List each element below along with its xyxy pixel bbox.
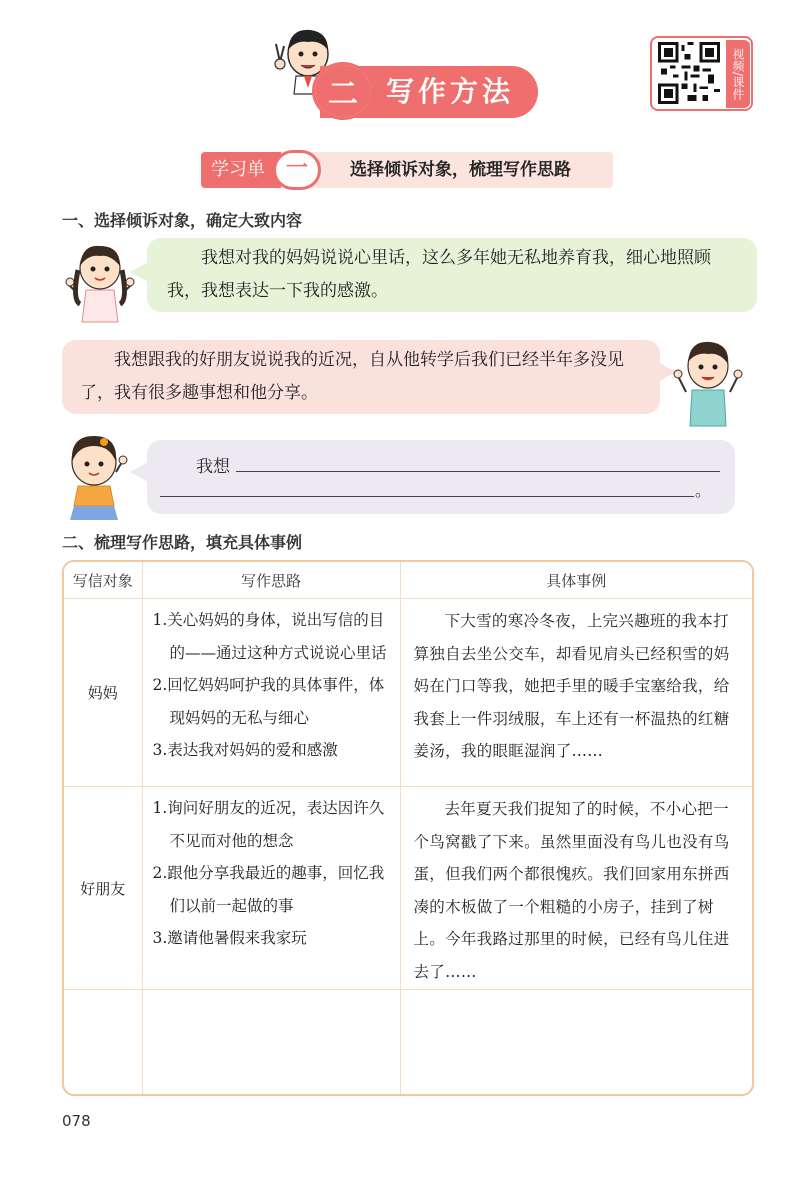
fill-in-line-1[interactable] (236, 471, 720, 472)
fill-in-label: 我想 (196, 457, 230, 477)
idea-item: 2.跟他分享我最近的趣事，回忆我们以前一起做的事 (152, 864, 385, 915)
empty-example-cell[interactable] (400, 990, 752, 1097)
boy-waving-illustration (672, 336, 744, 428)
table-row-empty (64, 990, 752, 1097)
study-sheet-title: 选择倾诉对象，梳理写作思路 (350, 160, 571, 180)
ideas-cell (142, 599, 400, 787)
qr-code-icon[interactable] (658, 42, 720, 104)
column-header-examples: 具体事例 (400, 562, 752, 599)
column-header-target: 写信对象 (64, 562, 142, 599)
speech-bubble-mom: 我想对我的妈妈说说心里话，这么多年她无私地养育我，细心地照顾我，我想表达一下我的感激。 (147, 238, 757, 312)
table-row (64, 599, 752, 787)
example-text: 下大雪的寒冷冬夜，上完兴趣班的我本打算独自去坐公交车，却看见肩头已经积雪的妈妈在门口等我，她把手里的暖手宝塞给我，给我套上一件羽绒服，车上还有一杯温热的红糖姜汤，我的眼眶湿润了…… (413, 612, 730, 760)
girl-orange-shirt-illustration (60, 432, 132, 524)
page-number: 078 (62, 1112, 91, 1130)
section-one-heading: 一、选择倾诉对象，确定大致内容 (62, 211, 303, 230)
ideas-cell (142, 787, 400, 990)
fill-in-period: 。 (695, 481, 712, 500)
example-text: 去年夏天我们捉知了的时候，不小心把一个鸟窝戳了下来。虽然里面没有鸟儿也没有鸟蛋，但我们两个都很愧疚。我们回家用东拼西凑的木板做了一个粗糙的小房子，挂到了树上。今年我路过那里的时候，已经有鸟儿住进去了…… (413, 800, 730, 981)
writing-plan-table (62, 560, 754, 1096)
idea-item: 1.关心妈妈的身体，说出写信的目的——通过这种方式说说心里话 (152, 611, 387, 662)
fill-in-bubble (147, 440, 735, 514)
target-cell: 好朋友 (64, 787, 142, 990)
section-number: 二 (315, 65, 371, 117)
empty-ideas-cell[interactable] (142, 990, 400, 1097)
girl-with-braids-illustration (64, 240, 136, 324)
study-sheet-tag: 学习单 (201, 152, 281, 188)
idea-item: 3.邀请他暑假来我家玩 (152, 929, 307, 947)
section-two-heading: 二、梳理写作思路，填充具体事例 (62, 533, 303, 552)
section-title: 写作方法 (386, 75, 515, 108)
column-header-ideas: 写作思路 (142, 562, 400, 599)
bubble-tail (130, 462, 148, 482)
example-cell (400, 787, 752, 990)
fill-in-line-2[interactable] (160, 496, 694, 497)
target-cell: 妈妈 (64, 599, 142, 787)
idea-item: 3.表达我对妈妈的爱和感激 (152, 741, 338, 759)
table-row (64, 787, 752, 990)
speech-bubble-friend: 我想跟我的好朋友说说我的近况，自从他转学后我们已经半年多没见了，我有很多趣事想和他分享。 (62, 340, 660, 414)
qr-video-courseware-label[interactable]: 视频/课件 (726, 40, 750, 108)
empty-target-cell[interactable] (64, 990, 142, 1097)
example-cell (400, 599, 752, 787)
idea-item: 1.询问好朋友的近况，表达因许久不见而对他的想念 (152, 799, 385, 850)
bubble-tail (130, 262, 148, 282)
study-sheet-number: 一 (273, 150, 321, 190)
table-header-row (64, 562, 752, 599)
idea-item: 2.回忆妈妈呵护我的具体事件，体现妈妈的无私与细心 (152, 676, 385, 727)
section-number-badge (312, 62, 374, 120)
